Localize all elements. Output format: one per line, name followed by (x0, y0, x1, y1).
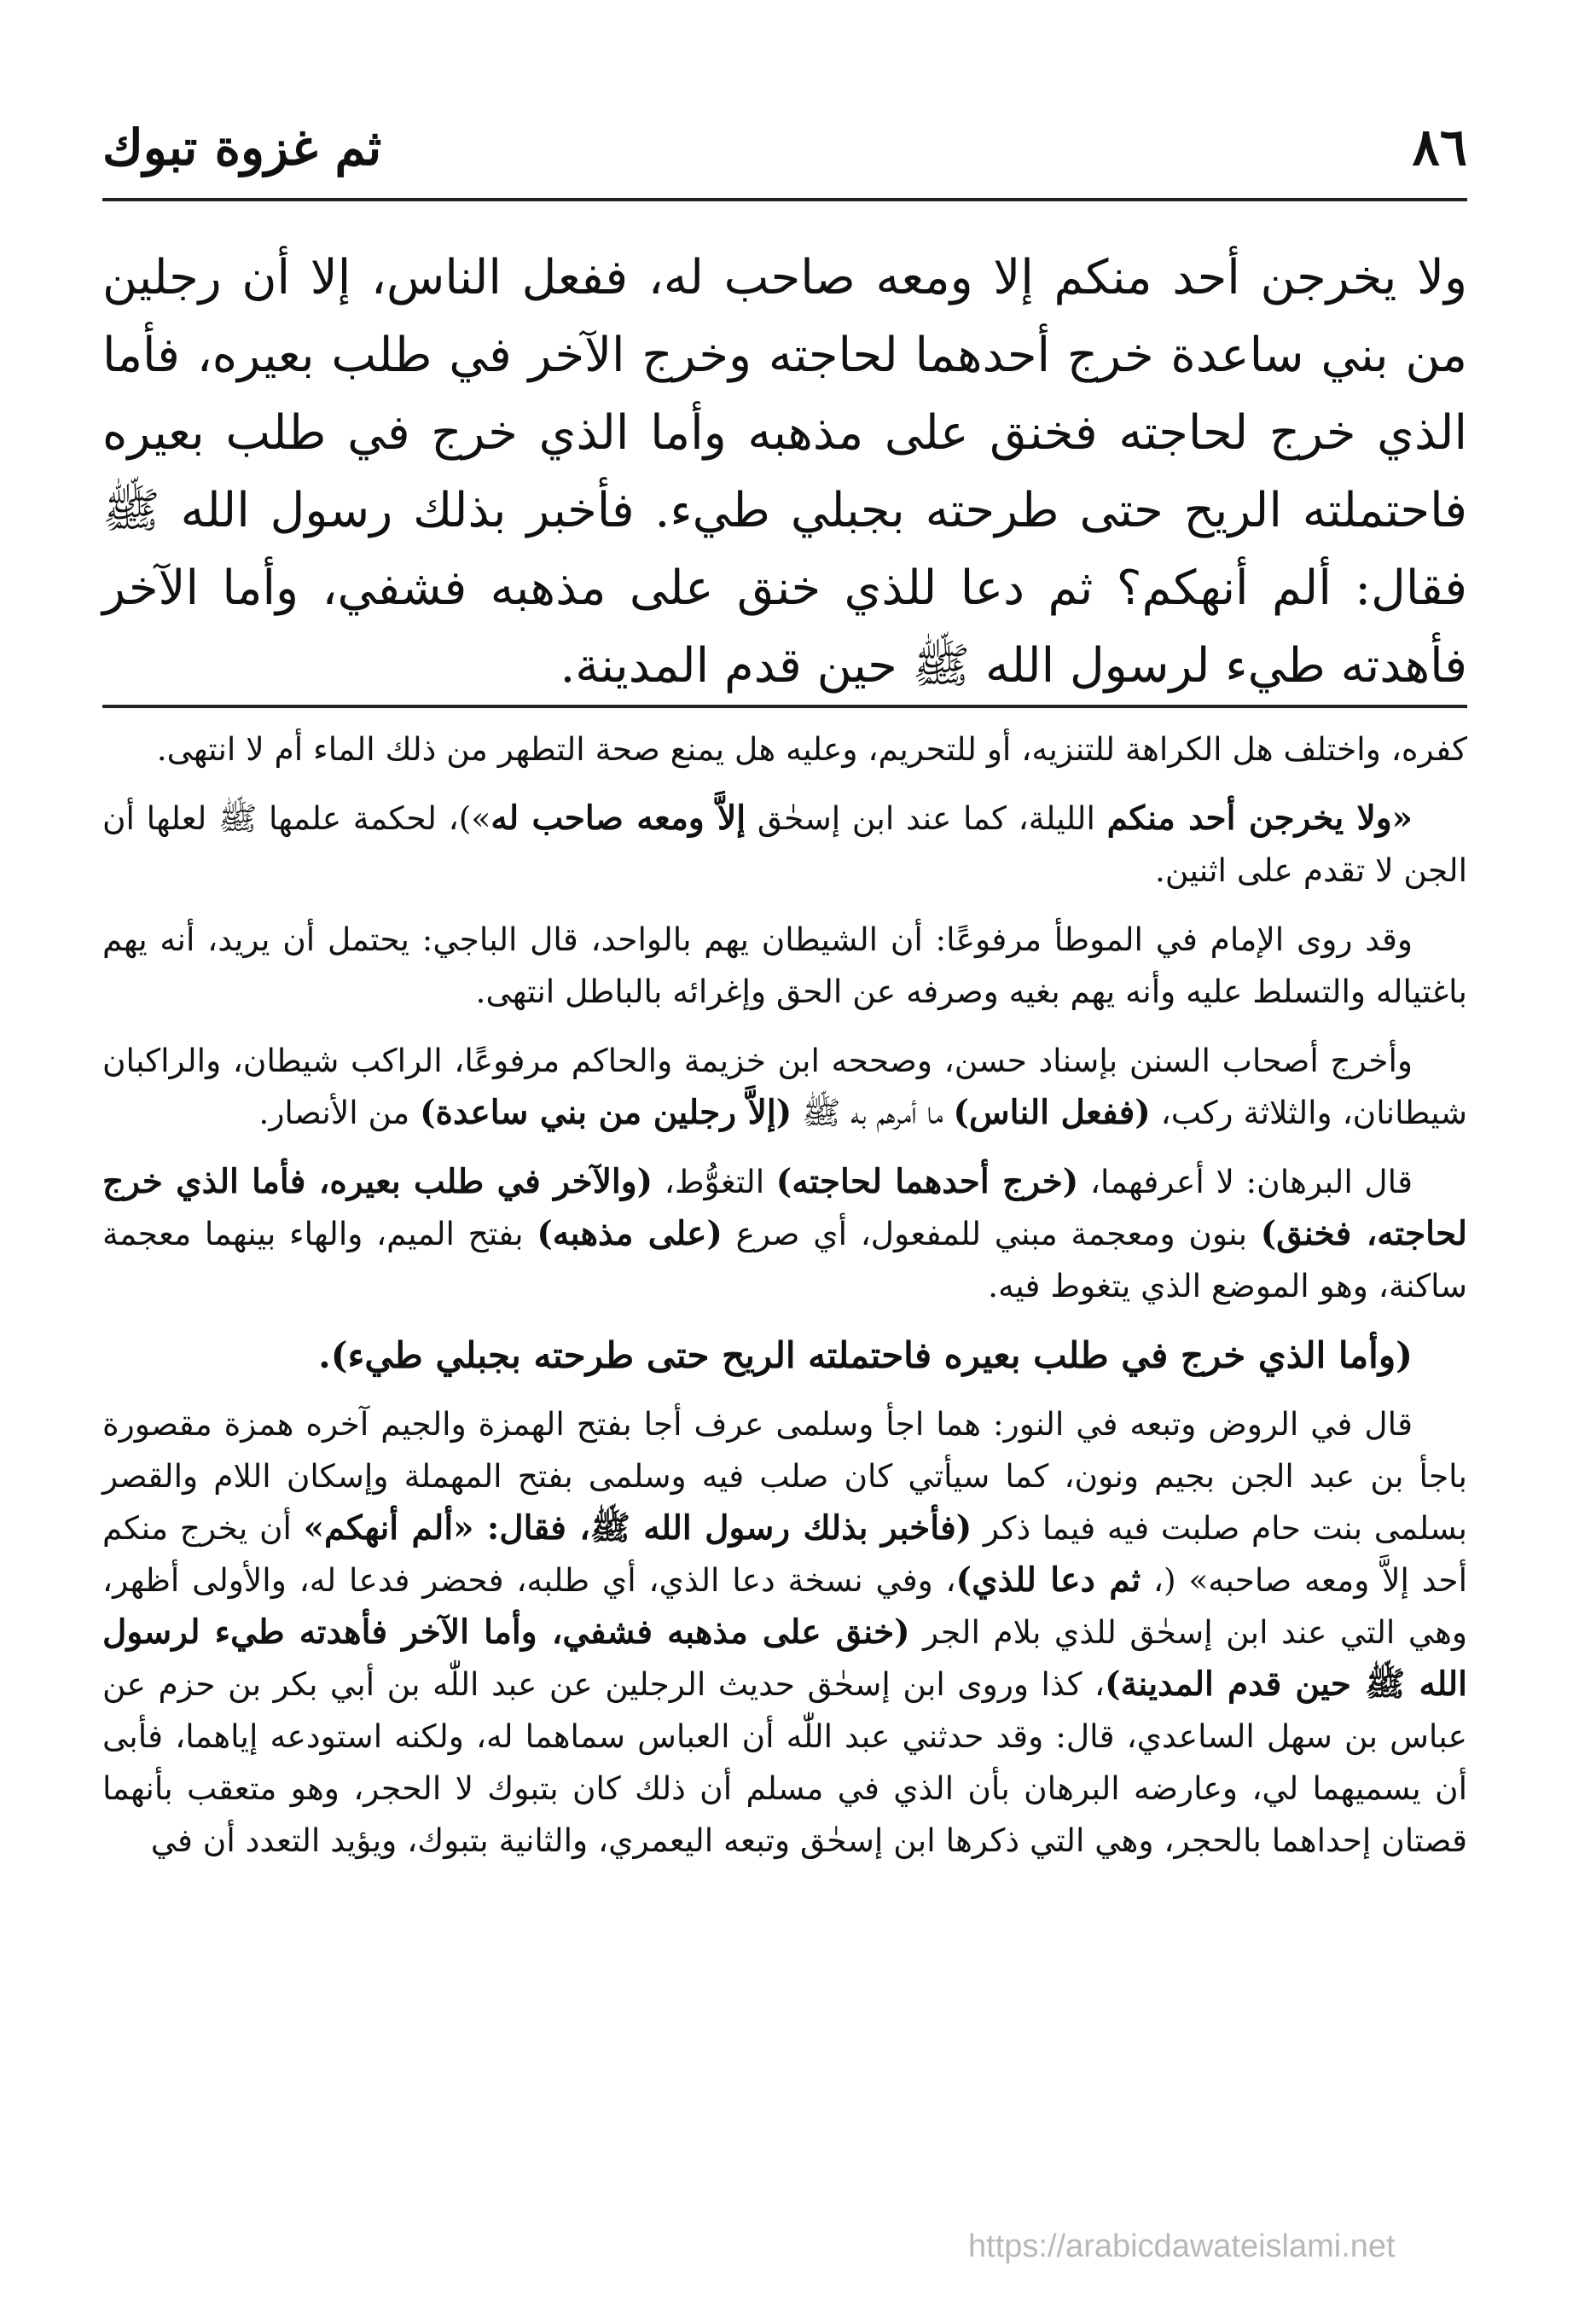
commentary-text: ، كذا وروى ابن إسحٰق حديث الرجلين عن عبد اللّٰه بن أبي بكر بن حزم عن عباس بن سهل الساعدي، قال: وقد حدثني عبد اللّٰه أن العباس سماهما له، ولكنه استودعه إياهما، فأبى أن يسميهما لي، وعارضه البرهان بأن الذي في مسلم أن ذلك كان بتبوك لا الحجر، وهو متعقب بأنهما قصتان إحداهما بالحجر، وهي التي ذكرها ابن إسحٰق وتبعه اليعمري، والثانية بتبوك، ويؤيد التعدد أن في (102, 1665, 1467, 1859)
quoted-phrase: ثم دعا للذي) (955, 1560, 1141, 1600)
quoted-phrase: «ولا يخرجن أحد منكم (1106, 799, 1413, 838)
quoted-phrase: (والآخر في طلب بعيره، فأما الذي خرج لحاجته، فخنق) (102, 1162, 1468, 1253)
quoted-phrase: (خنق على مذهبه فشفي، وأما الآخر فأهدته طيء لرسول الله ﷺ حين قدم المدينة) (102, 1612, 1467, 1704)
page-number: ٨٦ (1412, 118, 1467, 177)
commentary-text: قال في الروض وتبعه في النور: هما اجأ وسلمى عرف أجا بفتح الهمزة والجيم آخره همزة مقصورة باجأ بن عبد الجن بجيم ونون، كما سيأتي كان صلب فيه وسلمى بفتح المهملة وإسكان اللام والقصر بسلمى بنت حام صلبت فيه فيما ذكر (102, 1405, 1467, 1547)
header-rule (102, 198, 1467, 201)
commentary-text: وأخرج أصحاب السنن بإسناد حسن، وصححه ابن خزيمة والحاكم مرفوعًا، الراكب شيطان، والراكبان شيطانان، والثلاثة ركب، (102, 1042, 1467, 1131)
commentary-paragraph-1: كفره، واختلف هل الكراهة للتنزيه، أو للتحريم، وعليه هل يمنع صحة التطهر من ذلك الماء أم لا انتهى. (156, 730, 1467, 768)
commentary (102, 723, 1467, 1884)
commentary-text: ، وفي نسخة دعا الذي، أي طلبه، فحضر فدعا له، والأولى أظهر، وهي التي عند ابن إسحٰق للذي بلام الجر (102, 1561, 1467, 1651)
main-text (102, 239, 1467, 705)
quoted-phrase: (خرج أحدهما لحاجته) (775, 1162, 1079, 1201)
chapter-title: ثم غزوة تبوك (102, 119, 382, 177)
footnote-separator (102, 705, 1467, 708)
commentary-paragraph-2 (102, 793, 1467, 897)
commentary-paragraph-4 (102, 1035, 1467, 1139)
commentary-paragraph-6: (وأما الذي خرج في طلب بعيره فاحتملته الريح حتى طرحته بجبلي طيء). (318, 1334, 1413, 1376)
commentary-text: التغوُّط، (653, 1163, 776, 1200)
commentary-text: بفتح الميم، والهاء بينهما معجمة ساكنة، وهو الموضع الذي يتغوط فيه. (102, 1215, 1467, 1304)
commentary-text: قال البرهان: لا أعرفهما، (1078, 1163, 1413, 1200)
commentary-paragraph-5 (102, 1156, 1467, 1312)
running-head (102, 101, 1467, 195)
commentary-text: من الأنصار. (258, 1094, 421, 1131)
commentary-text: الليلة، كما عند ابن إسحٰق (746, 799, 1107, 837)
commentary-text: بنون ومعجمة مبني للمفعول، أي صرع (722, 1215, 1261, 1252)
quoted-phrase: إلاَّ ومعه صاحب له (490, 799, 746, 838)
book-page (102, 0, 1467, 2324)
commentary-text: أن يخرج منكم أحد إلاَّ ومعه صاحبه» (، (102, 1509, 1467, 1599)
commentary-paragraph-7 (102, 1398, 1467, 1867)
watermark-url: https://arabicdawateislami.net (968, 2228, 1396, 2264)
quoted-phrase: (على مذهبه) (537, 1214, 723, 1253)
commentary-paragraph-3: وقد روى الإمام في الموطأ مرفوعًا: أن الشيطان يهم بالواحد، قال الباجي: يحتمل أن يريد، أنه يهم باغتياله والتسلط عليه وأنه يهم بغيه وصرفه عن الحق وإغرائه بالباطل انتهى. (102, 921, 1467, 1010)
quoted-phrase: (إلاَّ رجلين من بني ساعدة) (420, 1093, 792, 1132)
commentary-text: ما أمرهم به ﷺ (792, 1094, 954, 1131)
quoted-phrase: (فأخبر بذلك رسول الله ﷺ، فقال: «ألم أنهكم» (303, 1508, 972, 1548)
main-paragraph: ولا يخرجن أحد منكم إلا ومعه صاحب له، ففعل الناس، إلا أن رجلين من بني ساعدة خرج أحدهما لحاجته وخرج الآخر في طلب بعيره، فأما الذي خرج لحاجته فخنق على مذهبه وأما الذي خرج في طلب بعيره فاحتملته الريح حتى طرحته بجبلي طيء. فأخبر بذلك رسول الله ﷺ فقال: ألم أنهكم؟ ثم دعا للذي خنق على مذهبه فشفي، وأما الآخر فأهدته طيء لرسول الله ﷺ حين قدم المدينة. (102, 250, 1467, 694)
quoted-phrase: (ففعل الناس) (953, 1093, 1151, 1132)
commentary-text: »)، لحكمة علمها ﷺ لعلها أن الجن لا تقدم على اثنين. (102, 799, 1467, 889)
